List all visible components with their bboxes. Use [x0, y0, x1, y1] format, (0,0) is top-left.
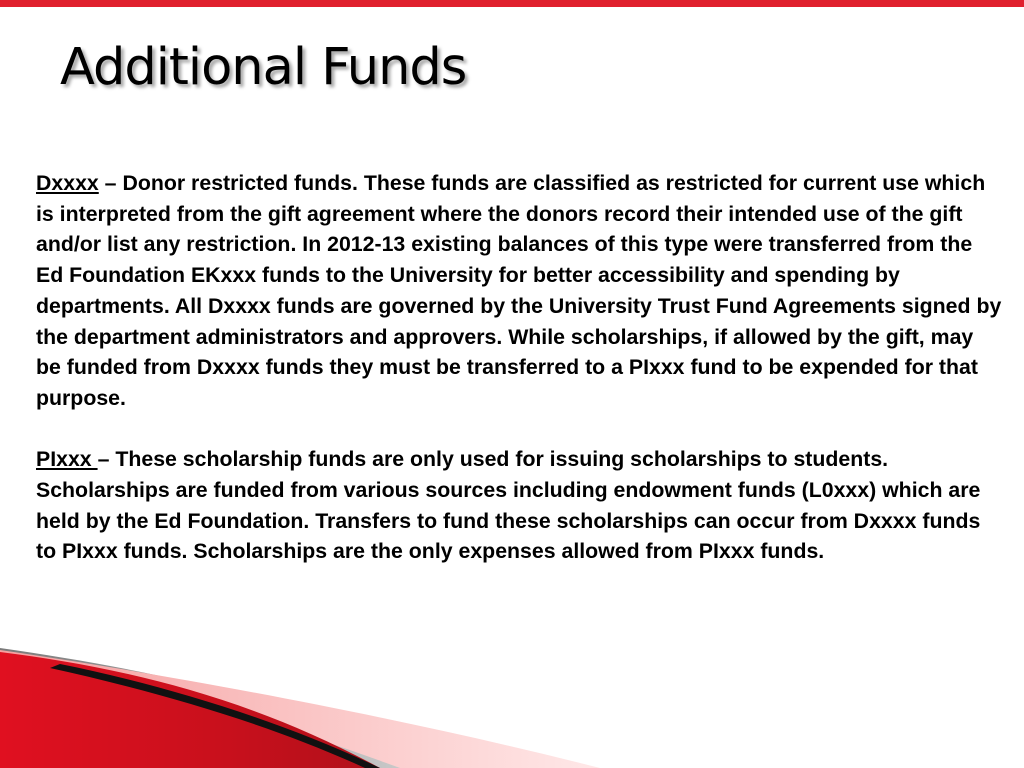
paragraph-pixxx-text: – These scholarship funds are only used for issuing scholarships to students. Scholarships are funded from various sources including endowment funds (L0xxx) which are held by the Ed Foundation. Transfers to fund these scholarships can occur from Dxxxx funds to PIxxx funds. Scholarships are the only expenses allowed from PIxxx funds.: [36, 447, 981, 564]
paragraph-dxxxx-text: – Donor restricted funds. These funds are classified as restricted for current use which is interpreted from the gift agreement where the donors record their intended use of the gift and/or list any restriction. In 2012-13 existing balances of this type were transferred from the Ed Foundation EKxxx funds to the University for better accessibility and spending by departments. All Dxxxx funds are governed by the University Trust Fund Agreements signed by the department administrators and approvers. While scholarships, if allowed by the gift, may be funded from Dxxxx funds they must be transferred to a PIxxx fund to be expended for that purpose.: [36, 171, 1002, 410]
slide-title: Additional Funds: [60, 38, 467, 97]
fund-term-dxxxx: Dxxxx: [36, 171, 99, 195]
fund-term-pixxx: PIxxx: [36, 447, 98, 472]
